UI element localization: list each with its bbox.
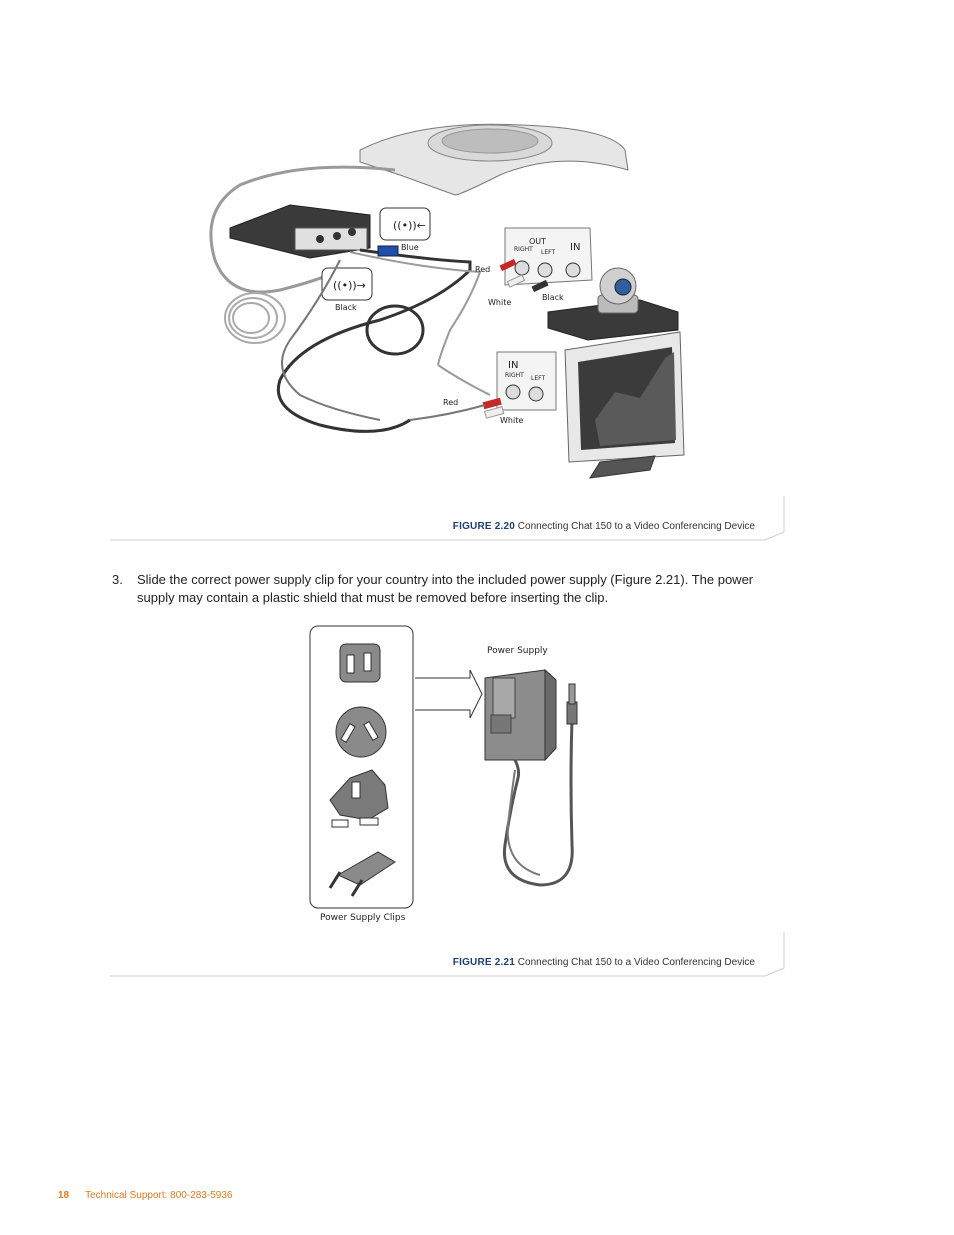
caption-text: Connecting Chat 150 to a Video Conferencing Device (515, 957, 755, 968)
step-3 (112, 571, 772, 607)
step-text: Slide the correct power supply clip for your country into the included power supply (Figure 2.21). The power supply may contain a plastic shield that must be removed before inserting the clip. (137, 572, 754, 605)
svg-text:((•))→: ((•))→ (333, 279, 366, 292)
label-blue: Blue (401, 243, 419, 252)
label-right-top: RIGHT (514, 246, 533, 253)
hub-box-icon (230, 205, 370, 258)
caption-frame-1 (110, 496, 790, 544)
label-white-top: White (488, 298, 512, 307)
label-in-bottom: IN (508, 360, 519, 371)
caption-text: Connecting Chat 150 to a Video Conferencing Device (515, 521, 755, 532)
caption-frame-2 (110, 932, 790, 980)
power-supply-icon (485, 670, 577, 885)
label-red-top: Red (475, 265, 491, 274)
caption-prefix: FIGURE 2.21 (452, 957, 516, 968)
speakerphone-icon (360, 124, 628, 195)
label-left-bottom: LEFT (531, 375, 546, 382)
label-red-bottom: Red (443, 398, 459, 407)
power-supply-diagram (0, 620, 954, 930)
label-black-left: Black (335, 303, 357, 312)
coiled-cable-icon (225, 293, 285, 343)
label-black-right: Black (542, 293, 564, 302)
figure-2-20-caption (453, 521, 755, 532)
figure-2-20 (0, 0, 954, 545)
label-left-top: LEFT (541, 249, 556, 256)
caption-prefix: FIGURE 2.20 (452, 521, 516, 532)
label-power-supply: Power Supply (487, 646, 548, 656)
label-right-bottom: RIGHT (505, 372, 524, 379)
arrow-icon (415, 670, 482, 718)
label-white-bottom: White (500, 416, 524, 425)
av-panel-bottom-icon (497, 352, 556, 410)
svg-text:((•))←: ((•))← (393, 219, 426, 232)
monitor-icon (565, 332, 684, 478)
step-number: 3. (112, 572, 123, 587)
figure-2-21 (0, 620, 954, 930)
page-footer (58, 1190, 232, 1201)
support-text: Technical Support: 800-283-5936 (85, 1190, 233, 1201)
blue-plug-icon (378, 246, 398, 256)
label-out: OUT (529, 237, 547, 246)
figure-2-21-caption (453, 957, 755, 968)
label-in-top: IN (570, 242, 581, 253)
label-power-supply-clips: Power Supply Clips (320, 913, 406, 923)
us-clip-icon (340, 644, 380, 682)
au-clip-icon (336, 707, 386, 757)
page-number: 18 (58, 1190, 70, 1201)
